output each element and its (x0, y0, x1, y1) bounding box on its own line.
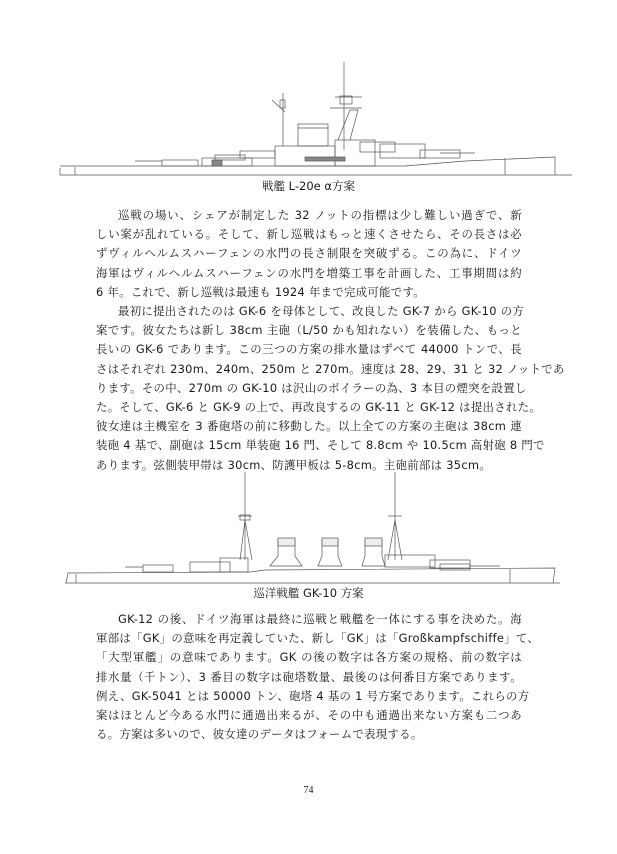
text-line: GK-12 の後、ドイツ海軍は最終に巡戦と戦艦を一体にする事を決めた。海 (118, 612, 522, 626)
text-line: あります。弦側装甲帯は 30cm、防護甲板は 5-8cm。主砲前部は 35cm。 (96, 457, 491, 472)
paragraph-3 (96, 610, 540, 744)
text-line: 案はほとんど今ある水門に通過出来るが、その中も通過出来ない方案も二つあ (96, 707, 522, 722)
text-line: 排水量（千トン）、3 番目の数字は砲塔数量、最後のは何番目方案であります。 (96, 669, 522, 684)
text-line: 例え、GK-5041 とは 50000 トン、砲塔 4 基の 1 号方案であります。これらの方 (96, 688, 530, 703)
text-line: 軍部は「GK」の意味を再定義していた、新し「GK」は「Großkampfschiffe」て、 (96, 631, 540, 646)
text-line: た。そして、GK-6 と GK-9 の上で、再改良するの GK-11 と GK-12 は提出された。 (96, 399, 541, 414)
text-line: 長いの GK-6 であります。この三つの方案の排水量はずべて 44000 トンで、長 (96, 342, 522, 357)
text-line: ります。その中、270m の GK-10 は沢山のボイラーの為、3 本目の煙突を設置し (96, 380, 527, 395)
text-line: 巡戦の場い、シェアが制定した 32 ノットの指標は少し難しい過ぎで、新 (118, 208, 522, 222)
text-line: 彼女達は主機室を 3 番砲塔の前に移動した。以上全ての方案の主砲は 38cm 連 (96, 419, 522, 434)
text-line: 6 年。これで、新し巡戦は最速も 1924 年まで完成可能です。 (96, 284, 425, 299)
text-line: 案です。彼女たちは新し 38cm 主砲（L/50 かも知れない）を装備した、もっと (96, 323, 522, 338)
paragraph-1 (96, 206, 522, 302)
text-line: 海軍はヴィルヘルムスハーフェンの水門を増築工事を計画した、工事期間は約 (96, 265, 522, 280)
paragraph-2 (96, 302, 565, 475)
text-line: しい案が乱れている。そして、新し巡戦はもっと速くさせたら、その長さは必 (96, 227, 522, 242)
text-line: 装砲 4 基で、副砲は 15cm 単装砲 16 門、そして 8.8cm や 10.5cm 高射砲 8 門で (96, 438, 545, 453)
figure-caption: 戦艦 L-20e α方案 (262, 179, 355, 193)
text-line: さはそれぞれ 230m、240m、250m と 270m。速度は 28、29、31 と 32 ノットであ (96, 361, 565, 376)
page-number: 74 (303, 785, 314, 796)
figure-caption: 巡洋戦艦 GK-10 方案 (253, 586, 364, 600)
text-line: 最初に提出されたのは GK-6 を母体として、改良した GK-7 から GK-10 の方 (118, 304, 525, 318)
text-line: ずヴィルヘルムスハーフェンの水門の長さ制限を突破ずる。この為に、ドイツ (96, 246, 522, 261)
text-line: 「大型軍艦」の意味であります。GK の後の数字は各方案の規格、前の数字は (96, 650, 522, 665)
text-line: る。方案は多いので、彼女達のデータはフォームで表現する。 (96, 727, 423, 742)
battlecruiser-gk10-drawing (65, 472, 560, 583)
battleship-l20e-drawing (60, 62, 572, 175)
